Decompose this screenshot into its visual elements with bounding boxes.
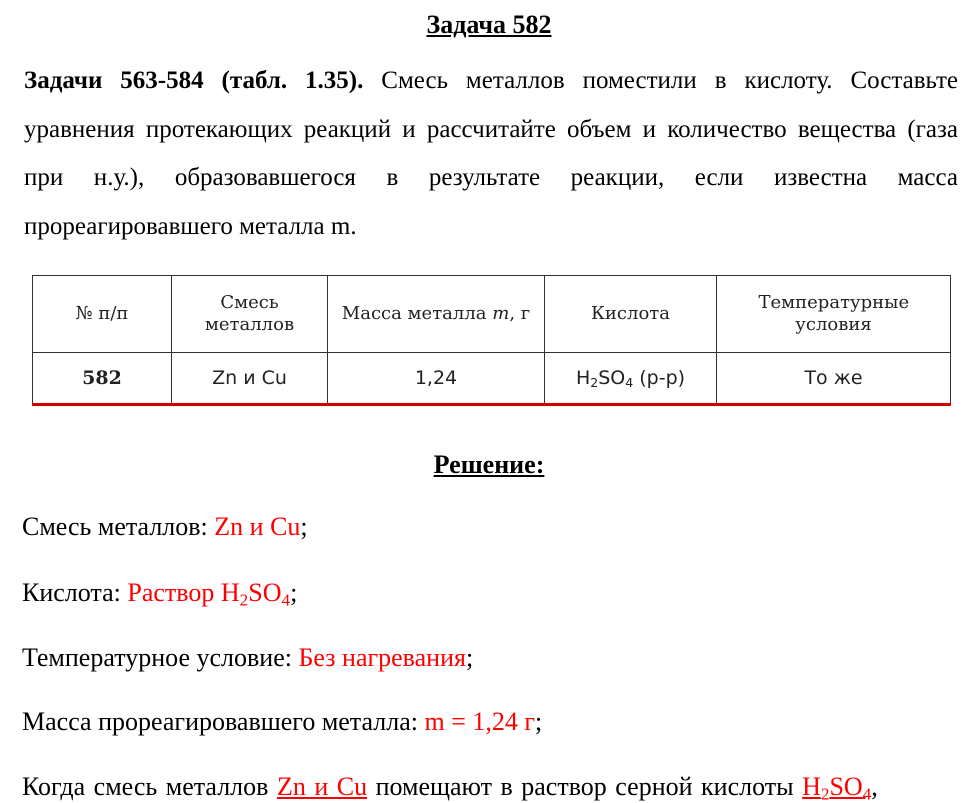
reaction-acid — [802, 772, 871, 801]
header-mass-unit: , г — [509, 303, 531, 324]
header-temperature-text: Температурные условия — [758, 292, 910, 335]
header-temperature — [717, 276, 951, 353]
reaction-mixture: Zn и Cu — [276, 772, 368, 801]
reaction-text: Когда смесь металлов — [22, 772, 277, 801]
cell-mixture: Zn и Cu — [172, 353, 328, 405]
header-number: № п/п — [33, 276, 172, 353]
cell-number: 582 — [33, 353, 172, 405]
mass-value: m = 1,24 г — [424, 707, 536, 736]
solution-mass-line — [22, 707, 542, 737]
reaction-acid-mid: SO — [829, 772, 863, 801]
acid-value-prefix: Раствор H — [127, 578, 240, 607]
temperature-value: Без нагревания — [298, 643, 466, 672]
mixture-label: Смесь металлов: — [22, 512, 215, 541]
acid-label: Кислота: — [22, 578, 128, 607]
solution-heading: Решение: — [433, 450, 545, 479]
header-mass-var: m — [492, 303, 510, 324]
acid-sub-4: 4 — [625, 375, 634, 391]
reaction-acid-sub1: 2 — [820, 784, 830, 803]
header-acid: Кислота — [545, 276, 717, 353]
reaction-acid-prefix: H — [802, 772, 821, 801]
header-mixture — [172, 276, 328, 353]
reaction-tail: , — [871, 772, 878, 801]
task-reference: Задачи 563-584 (табл. 1.35). — [24, 67, 364, 94]
data-table — [32, 275, 951, 406]
page-title: Задача 582 — [426, 10, 552, 39]
acid-value-mid: SO — [248, 578, 282, 607]
solution-acid-line — [22, 578, 297, 608]
solution-reaction-line — [22, 772, 878, 802]
acid-value-sub1: 2 — [239, 590, 249, 610]
separator: ; — [465, 643, 474, 672]
acid-value-sub2: 4 — [281, 590, 291, 610]
separator: ; — [290, 578, 298, 607]
task-text: Смесь металлов поместили в кислоту. Составьте уравнения протекающих реакций и рассчитайте объем и количество вещества (газа при н.у.), образовавшегося в результате реакции, если известна масса прореагировавшего металла m. — [24, 67, 958, 240]
cell-mass: 1,24 — [328, 353, 545, 405]
cell-acid — [545, 353, 717, 405]
acid-sub-2: 2 — [590, 375, 599, 391]
separator: ; — [535, 707, 543, 736]
table-row — [33, 353, 951, 405]
solution-temperature-line — [22, 643, 473, 673]
task-statement — [24, 57, 958, 251]
table-header-row — [33, 276, 951, 353]
reaction-acid-sub2: 4 — [862, 784, 872, 803]
acid-h: H — [575, 367, 591, 389]
cell-temperature: То же — [717, 353, 951, 405]
acid-solution: (р-р) — [633, 367, 686, 389]
header-mass — [328, 276, 545, 353]
separator: ; — [300, 512, 308, 541]
mixture-value: Zn и Cu — [214, 512, 301, 541]
solution-mixture-line — [22, 512, 308, 542]
acid-so: SO — [598, 367, 626, 389]
temperature-label: Температурное условие: — [22, 643, 299, 672]
header-mixture-text: Смесь металлов — [204, 292, 295, 335]
reaction-text-2: помещают в раствор серной кислоты — [367, 772, 803, 801]
acid-value — [127, 578, 291, 610]
mass-label: Масса прореагировавшего металла: — [22, 707, 425, 736]
header-mass-text: Масса металла — [341, 303, 487, 324]
